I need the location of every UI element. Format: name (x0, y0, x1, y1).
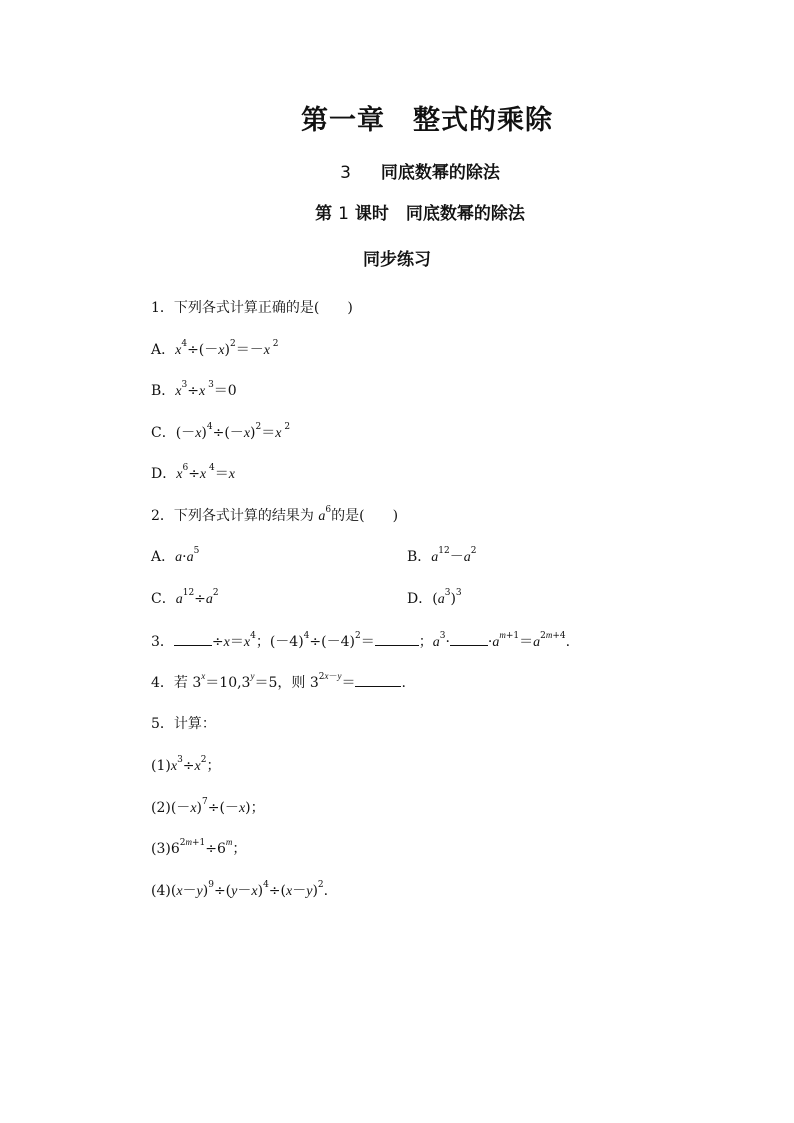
q4-stem: 4．若 $3^x=10,3^y=5$，则 $3^{2x-y}=$ . (151, 671, 406, 691)
q1-option-b: B．$x^3\div x$ $^3$＝0 (151, 380, 237, 399)
q5-part-3: $(3)6^{2m+1}\div 6^m$； (151, 837, 247, 857)
answer-blank[interactable] (375, 632, 419, 646)
q1-stem: 1．下列各式计算正确的是( ) (151, 300, 353, 316)
exercise-heading: 同步练习 (363, 250, 431, 270)
q5-part-4: $(4)(x-y)^9\div(y-x)^4\div(x-y)^2$. (151, 880, 329, 899)
q2-option-c: C．$a^{12}\div a^2$ (151, 588, 219, 607)
lesson-number: 1 (338, 204, 349, 224)
section-number: 3 (340, 163, 351, 183)
lesson-title: 第 1 课时 同底数幂的除法 (315, 204, 525, 224)
q5-part-1: $(1)x^3\div x^2$； (151, 755, 221, 774)
q1-option-a: A．$x^4\div(-x)^2=-x$ $^2$ (151, 339, 279, 358)
q1-option-c: C．$(-x)^4\div(-x)^2=x$ $^2$ (151, 422, 291, 441)
q5-stem: 5．计算： (151, 716, 216, 732)
q2-option-a: A．$a\cdot a^5$ (151, 546, 200, 565)
section-title (0, 158, 794, 183)
q2-option-d: D．$(a^3)^3$ (407, 588, 462, 607)
q2-stem: 2．下列各式计算的结果为 $a^6$的是( ) (151, 505, 399, 524)
answer-blank[interactable] (174, 632, 212, 646)
section-name: 同底数幂的除法 (380, 163, 500, 183)
q1-option-d: D．$x^6\div x$ $^4$＝x (151, 463, 235, 482)
q5-part-2: $(2)(-x)^7\div(-x)$； (151, 797, 265, 816)
q2-option-b: B．$a^{12}-a^2$ (407, 546, 477, 565)
answer-blank[interactable] (355, 673, 401, 687)
q3-stem: 3． $\div x=x^4$；$(-4)^4\div(-4)^2=$ ；$a^3\cdot \cdot a^{m+1}=a^{2m+4}$. (151, 630, 571, 650)
answer-blank[interactable] (450, 632, 488, 646)
chapter-title: 第一章 整式的乘除 (301, 105, 553, 136)
